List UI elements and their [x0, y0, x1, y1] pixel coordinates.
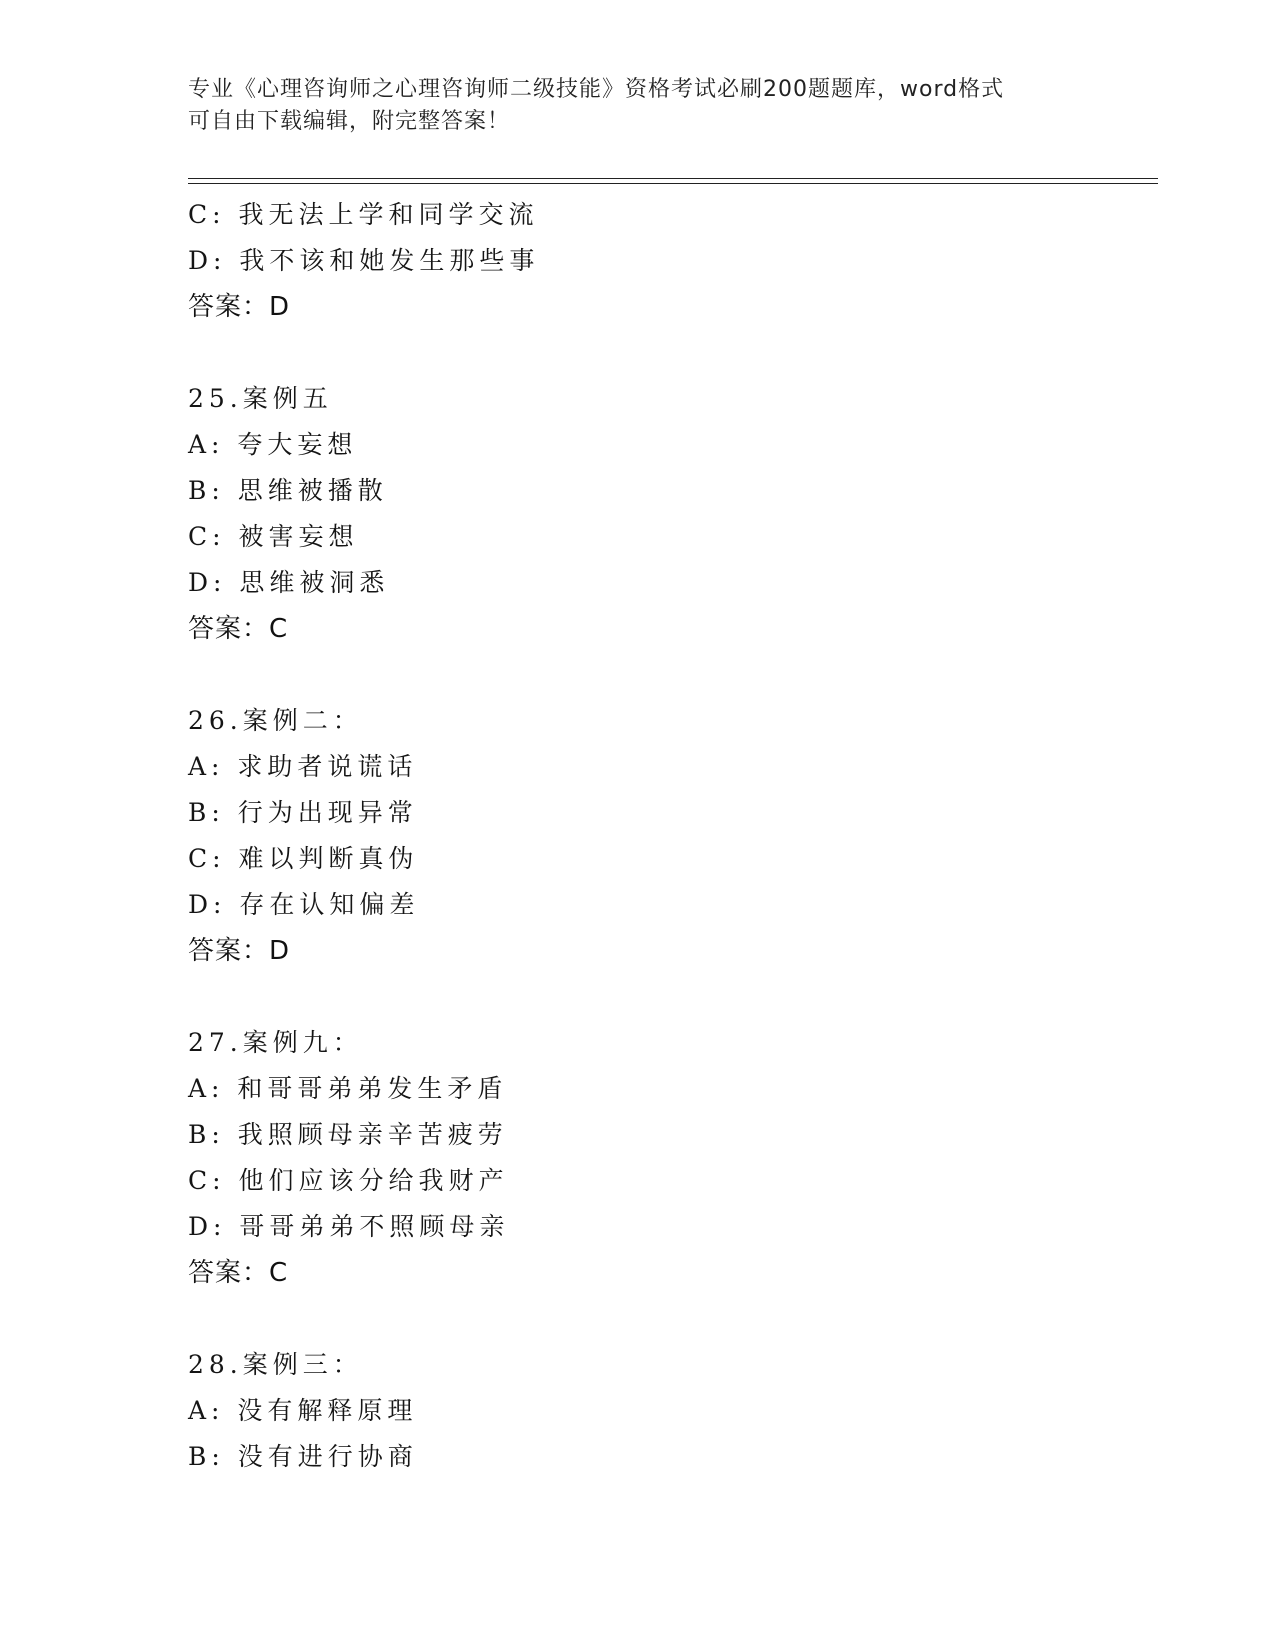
option-d: D: 存在认知偏差 — [188, 890, 420, 919]
spacer — [188, 1296, 1088, 1342]
option-b: B: 我照顾母亲辛苦疲劳 — [188, 1120, 508, 1149]
question-25 — [188, 376, 1088, 652]
question-title: 28.案例三： — [188, 1350, 363, 1379]
question-24-tail — [188, 192, 1088, 330]
option-a: A: 没有解释原理 — [188, 1396, 418, 1425]
option-d: D: 哥哥弟弟不照顾母亲 — [188, 1212, 510, 1241]
option-b: B: 行为出现异常 — [188, 798, 418, 827]
answer-text: 答案：C — [188, 614, 289, 644]
option-d: D: 我不该和她发生那些事 — [188, 246, 540, 275]
spacer — [188, 652, 1088, 698]
question-title: 27.案例九： — [188, 1028, 363, 1057]
question-28 — [188, 1342, 1088, 1480]
option-a: A: 求助者说谎话 — [188, 752, 418, 781]
spacer — [188, 330, 1088, 376]
question-27 — [188, 1020, 1088, 1296]
spacer — [188, 974, 1088, 1020]
header-line-2: 可自由下载编辑，附完整答案！ — [188, 109, 511, 134]
answer-text: 答案：D — [188, 936, 291, 966]
option-b: B: 没有进行协商 — [188, 1442, 418, 1471]
option-c: C: 被害妄想 — [188, 522, 359, 551]
option-a: A: 夸大妄想 — [188, 430, 358, 459]
answer-text: 答案：C — [188, 1258, 289, 1288]
option-d: D: 思维被洞悉 — [188, 568, 390, 597]
option-c: C: 我无法上学和同学交流 — [188, 200, 539, 229]
option-a: A: 和哥哥弟弟发生矛盾 — [188, 1074, 508, 1103]
header-divider-top — [188, 178, 1158, 179]
question-list — [188, 192, 1088, 1480]
question-title: 25.案例五 — [188, 384, 333, 413]
option-c: C: 难以判断真伪 — [188, 844, 419, 873]
header-divider-bottom — [188, 183, 1158, 184]
option-c: C: 他们应该分给我财产 — [188, 1166, 509, 1195]
answer-text: 答案：D — [188, 292, 291, 322]
document-header — [188, 74, 1088, 138]
option-b: B: 思维被播散 — [188, 476, 388, 505]
question-26 — [188, 698, 1088, 974]
question-title: 26.案例二： — [188, 706, 363, 735]
header-line-1: 专业《心理咨询师之心理咨询师二级技能》资格考试必刷200题题库，word格式 — [188, 77, 1005, 102]
